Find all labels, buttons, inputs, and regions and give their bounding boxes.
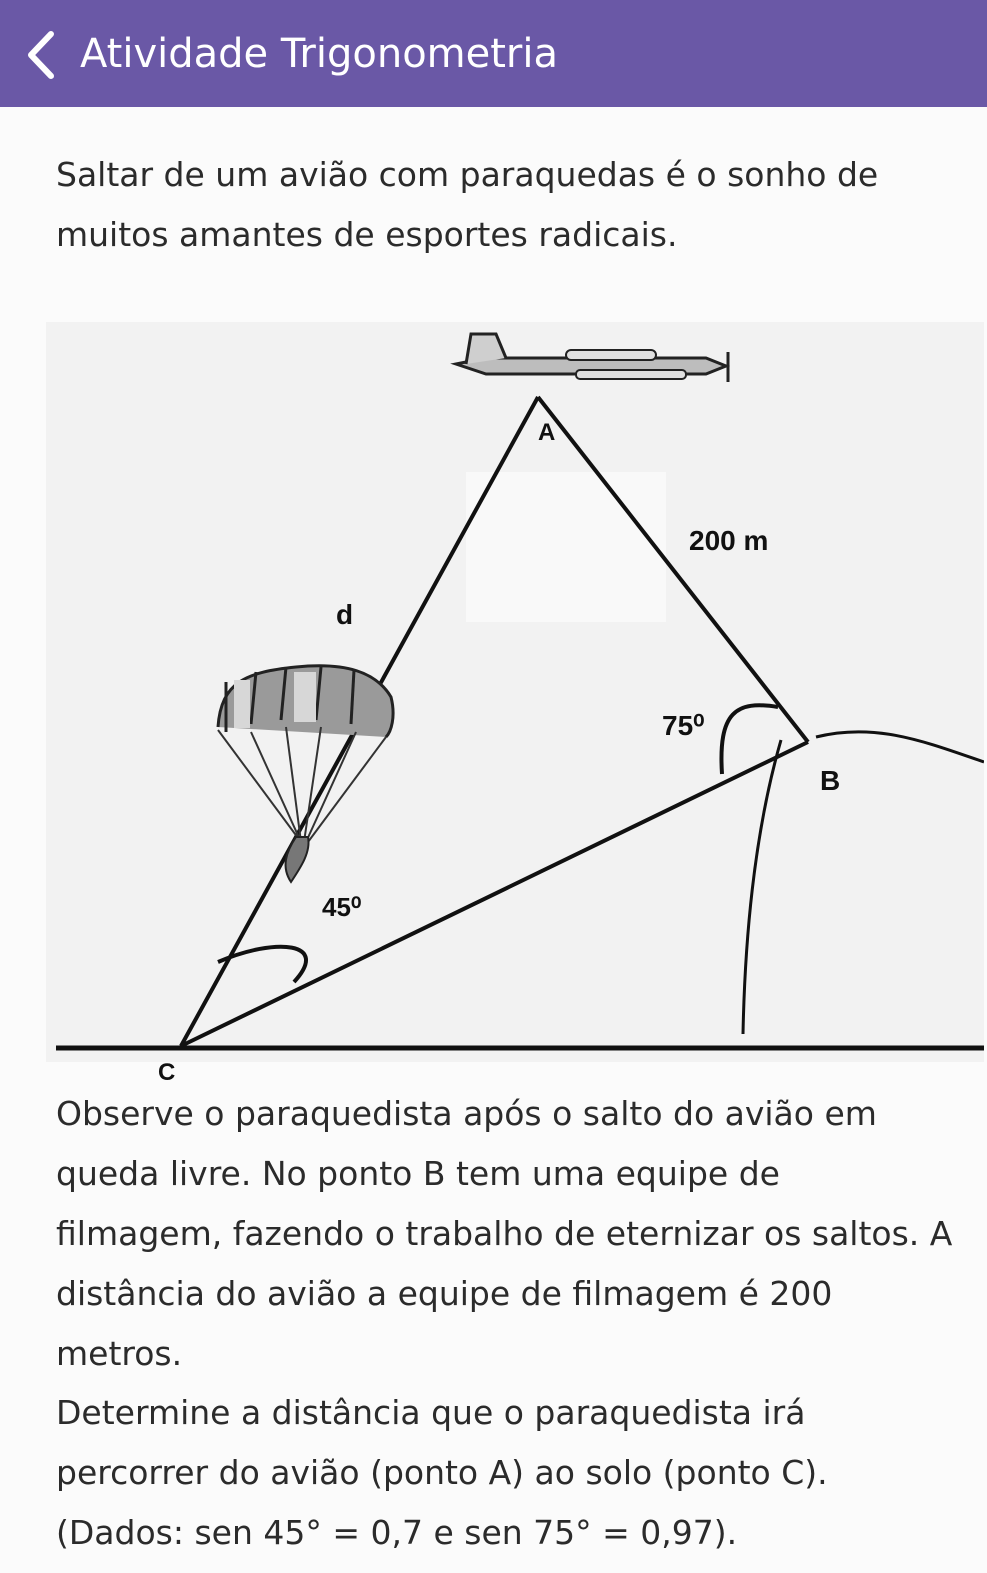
label-A: A — [538, 419, 556, 446]
figure-background — [46, 322, 984, 1062]
label-B: B — [820, 765, 841, 796]
data-prefix: (Dados: sen — [56, 1513, 264, 1552]
figure-drawing — [46, 322, 984, 1082]
data-sin45: 45° = 0,7 — [263, 1513, 423, 1552]
chevron-left-icon — [21, 28, 61, 82]
trigonometry-figure — [46, 322, 984, 1082]
label-45deg: 45⁰ — [322, 892, 362, 922]
data-mid: e sen — [422, 1513, 534, 1552]
page-title: Atividade Trigonometria — [80, 31, 558, 77]
description-text: Observe o paraquedista após o salto do avião em queda livre. No ponto B tem uma equipe de filmagem, fazendo o trabalho de eternizar os saltos. A distância do avião a equipe de filmagem é 200 metros. — [56, 1094, 953, 1373]
label-C: C — [158, 1059, 176, 1082]
top-bar — [0, 0, 987, 107]
intro-text: Saltar de um avião com paraquedas é o sonho de muitos amantes de esportes radicais. — [56, 155, 879, 254]
label-200m: 200 m — [689, 525, 769, 556]
label-d: d — [336, 599, 354, 630]
question-text — [56, 1383, 956, 1563]
question-content — [0, 107, 987, 1573]
question-body: Determine a distância que o paraquedista irá percorrer do avião (ponto A) ao solo (ponto C). — [56, 1393, 828, 1492]
data-suffix: ). — [713, 1513, 738, 1552]
data-sin75: 75° = 0,97 — [533, 1513, 714, 1552]
back-button[interactable] — [14, 28, 68, 82]
label-75deg: 75⁰ — [662, 710, 705, 741]
